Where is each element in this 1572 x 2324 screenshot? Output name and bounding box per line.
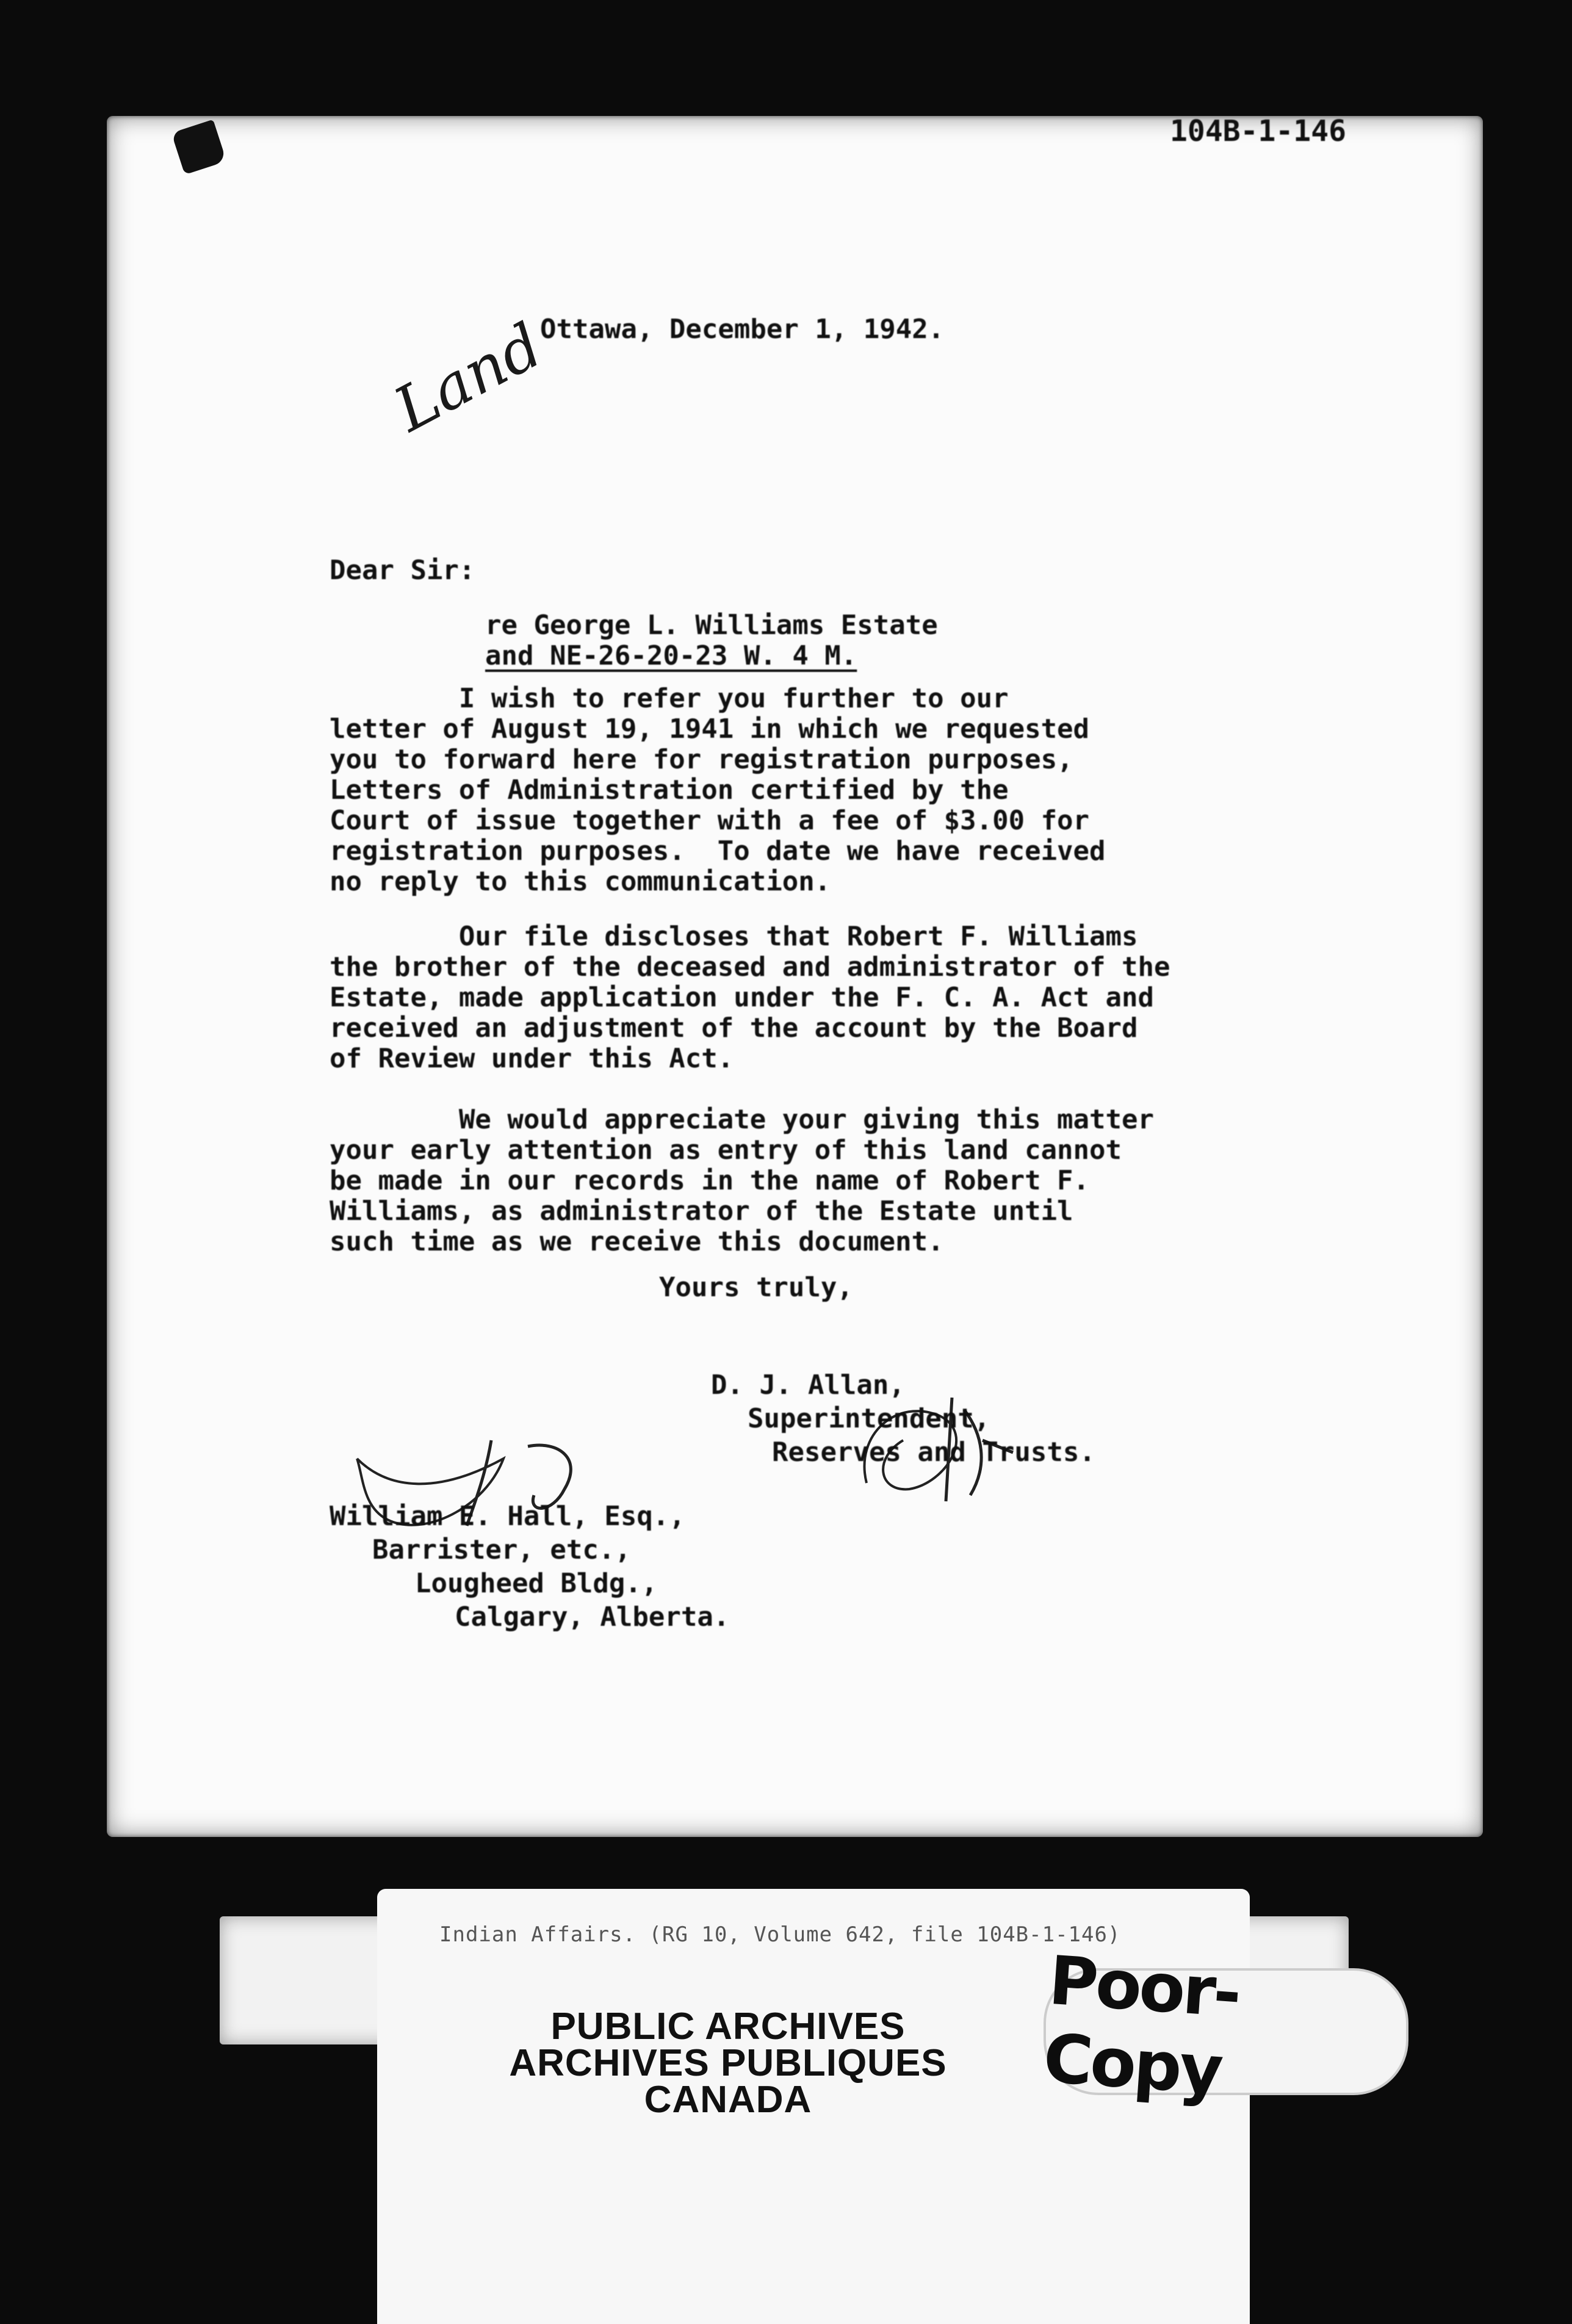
signer-title: Superintendent,: [748, 1403, 990, 1434]
salutation: Dear Sir:: [330, 555, 475, 586]
archive-reference: Indian Affairs. (RG 10, Volume 642, file 104B-1-146): [439, 1922, 1121, 1947]
letter-date: Ottawa, December 1, 1942.: [540, 314, 945, 345]
file-number: 104B-1-146: [1170, 114, 1346, 148]
archive-title-fr: ARCHIVES PUBLIQUES: [509, 2042, 947, 2084]
body-paragraph-1: I wish to refer you further to our letter of August 19, 1941 in which we requested you to forward here for registration purposes, Letters of Administration certified by the Court of issue together with a fee of $3.00 for registration purposes. To date we have received no reply to this communication.: [330, 683, 1106, 897]
subject-line-2: and NE-26-20-23 W. 4 M.: [485, 640, 857, 671]
archive-card-lower: [377, 2121, 1250, 2324]
address-line-3: Lougheed Bldg.,: [415, 1568, 658, 1599]
subject-line: re George L. Williams Estate: [485, 610, 938, 641]
address-line-2: Barrister, etc.,: [372, 1534, 631, 1565]
handwritten-note: Land: [383, 309, 554, 446]
poor-copy-stamp: [1040, 1941, 1408, 2110]
archive-title-en: PUBLIC ARCHIVES: [550, 2005, 906, 2048]
archive-country: CANADA: [644, 2079, 812, 2121]
address-line-4: Calgary, Alberta.: [455, 1601, 730, 1633]
signer-name: D. J. Allan,: [711, 1370, 905, 1401]
signer-department: Reserves and Trusts.: [772, 1437, 1095, 1468]
body-paragraph-2: Our file discloses that Robert F. Williams the brother of the deceased and administrator of the Estate, made application under the F. C. A. Act and received an adjustment of the account by the Board of Review under this Act.: [330, 921, 1170, 1074]
address-line-1: William E. Hall, Esq.,: [330, 1501, 685, 1532]
body-paragraph-3: We would appreciate your giving this matter your early attention as entry of this land cannot be made in our records in the name of Robert F. Williams, as administrator of the Estate until such time as we receive this document.: [330, 1104, 1155, 1257]
poor-copy-text: Poor-Copy: [1040, 1941, 1242, 2110]
closing: Yours truly,: [659, 1272, 853, 1303]
